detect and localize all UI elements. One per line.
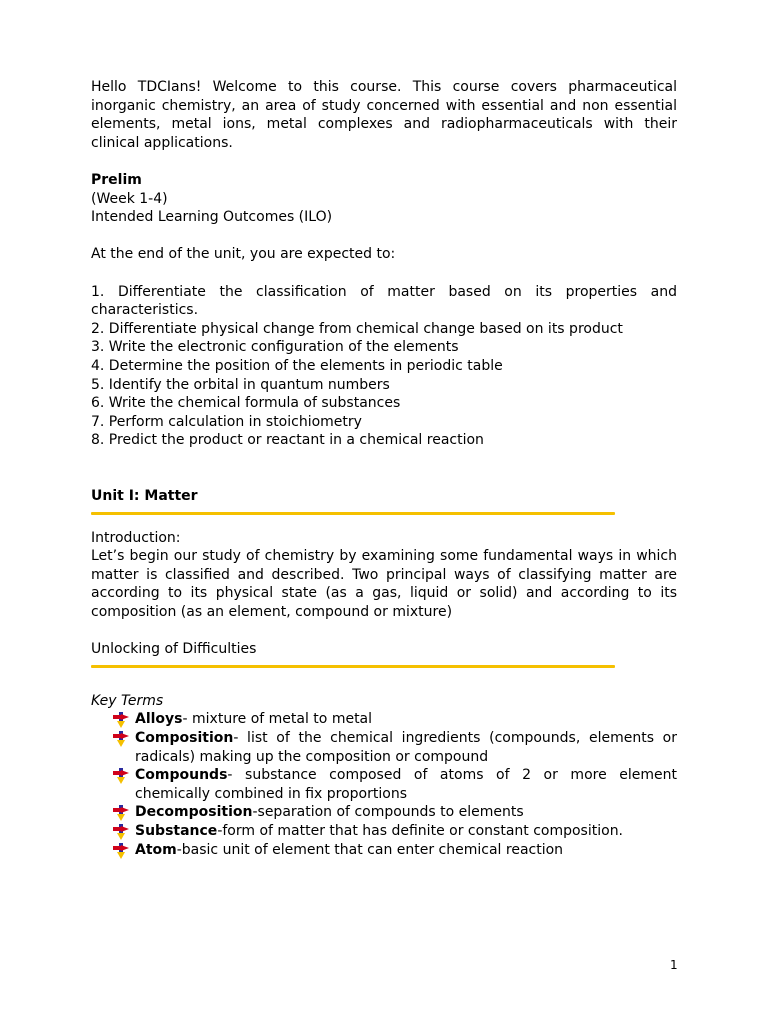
key-term-name: Substance <box>135 822 218 839</box>
unlocking-heading: Unlocking of Difficulties <box>91 641 257 658</box>
key-term-name: Compounds <box>135 767 228 784</box>
key-term-definition: -form of matter that has definite or constant composition. <box>217 822 624 839</box>
key-term-item <box>113 729 677 766</box>
prelim-title: Prelim <box>91 171 142 188</box>
key-term-item <box>113 766 677 803</box>
ilo-item: 4. Determine the position of the elements in periodic table <box>91 357 503 374</box>
key-terms-heading: Key Terms <box>91 692 164 709</box>
key-term-item <box>113 822 677 841</box>
key-term-definition: - list of the chemical ingredients (compounds, elements or radicals) making up the composition or compound <box>135 730 677 765</box>
key-term-definition: - substance composed of atoms of 2 or more element chemically combined in fix proportions <box>135 767 677 802</box>
unit-intro-label: Introduction: <box>91 529 181 546</box>
ilo-item: 6. Write the chemical formula of substances <box>91 395 401 412</box>
intro-paragraph: Hello TDCIans! Welcome to this course. This course covers pharmaceutical inorganic chemistry, an area of study concerned with essential and non essential elements, metal ions, metal complexes and radiopharmaceuticals with their clinical applications. <box>91 79 677 151</box>
expected-text: At the end of the unit, you are expected to: <box>91 246 396 263</box>
ilo-item: 8. Predict the product or reactant in a chemical reaction <box>91 432 484 449</box>
key-term-definition: -basic unit of element that can enter chemical reaction <box>176 841 564 858</box>
ilo-item: 3. Write the electronic configuration of the elements <box>91 339 459 356</box>
key-term-name: Alloys <box>135 711 183 728</box>
ilo-item: 7. Perform calculation in stoichiometry <box>91 413 362 430</box>
arrow-bullet-icon <box>113 824 129 840</box>
arrow-bullet-icon <box>113 712 129 728</box>
ilo-list <box>91 283 677 450</box>
key-term-item <box>113 841 677 860</box>
unit-title: Unit I: Matter <box>91 488 198 505</box>
key-term-name: Composition <box>135 730 234 746</box>
unit-intro-text: Let’s begin our study of chemistry by examining some fundamental ways in which matter is classified and described. Two principal ways of classifying matter are according to its physical state (as a gas, liquid or solid) and according to its composition (as an element, compound or mixture) <box>91 548 677 621</box>
key-term-name: Decomposition <box>135 804 253 821</box>
arrow-bullet-icon <box>113 805 129 821</box>
key-term-definition: -separation of compounds to elements <box>252 804 524 821</box>
key-term-item <box>113 710 677 729</box>
key-term-item <box>113 803 677 822</box>
ilo-item: 2. Differentiate physical change from chemical change based on its product <box>91 320 623 337</box>
arrow-bullet-icon <box>113 768 129 784</box>
ilo-heading: Intended Learning Outcomes (ILO) <box>91 209 333 226</box>
key-term-definition: - mixture of metal to metal <box>182 711 373 728</box>
document-page <box>91 78 677 859</box>
arrow-bullet-icon <box>113 731 129 747</box>
prelim-weeks: (Week 1-4) <box>91 190 168 207</box>
key-term-name: Atom <box>135 841 177 858</box>
page-number: 1 <box>670 958 678 972</box>
ilo-item: 5. Identify the orbital in quantum numbers <box>91 376 390 393</box>
arrow-bullet-icon <box>113 843 129 859</box>
ilo-item: 1. Differentiate the classification of matter based on its properties and characteristics. <box>91 283 677 319</box>
key-terms-list <box>91 710 677 859</box>
